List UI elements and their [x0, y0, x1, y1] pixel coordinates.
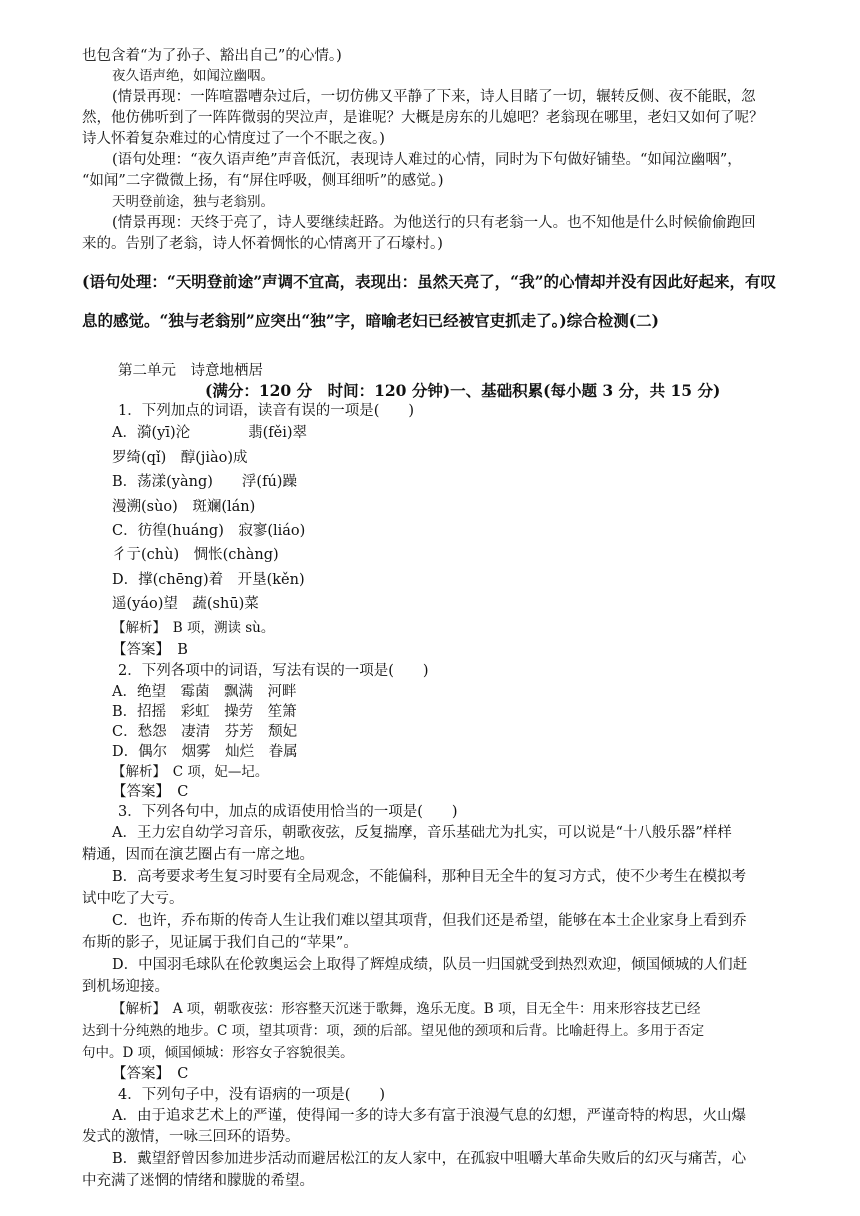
text-line: 4．下列句子中，没有语病的一项是( ) [118, 1087, 386, 1103]
text-line: B．招摇 彩虹 操劳 笙箫 [112, 704, 297, 720]
text-line: 达到十分纯熟的地步。C 项，望其项背：项，颈的后部。望见他的颈项和后背。比喻赶得上。多用于否定 [82, 1023, 705, 1039]
text-line: D．中国羽毛球队在伦敦奥运会上取得了辉煌成绩，队员一归国就受到热烈欢迎，倾国倾城的人们赶 [112, 957, 748, 973]
text-line: (情景再现：一阵喧嚣嘈杂过后，一切仿佛又平静了下来，诗人目睹了一切，辗转反侧、夜不能眠，忽 [112, 89, 756, 105]
text-line: D．偶尔 烟雾 灿烂 眷属 [112, 744, 298, 760]
text-line: 诗人怀着复杂难过的心情度过了一个不眠之夜。) [82, 131, 385, 147]
text-line: (语句处理：“夜久语声绝”声音低沉，表现诗人难过的心情，同时为下句做好铺垫。“如闻泣幽咽”， [112, 152, 742, 168]
text-line: A．王力宏自幼学习音乐，朝歌夜弦，反复揣摩，音乐基础尤为扎实，可以说是“十八般乐器”样样 [112, 825, 732, 841]
text-line: 【答案】 C [112, 1066, 189, 1082]
text-line: C．彷徨(huáng) 寂寥(liáo) [112, 523, 306, 539]
text-line: 试中吃了大亏。 [82, 891, 184, 907]
text-line: 1．下列加点的词语，读音有误的一项是( ) [118, 403, 415, 419]
text-line: 天明登前途，独与老翁别。 [112, 194, 274, 210]
text-line: 布斯的影子，见证属于我们自己的“苹果”。 [82, 935, 358, 951]
text-line: (语句处理：“天明登前途”声调不宜高，表现出：虽然天亮了，“我”的心情却并没有因此好起来，有叹 [82, 272, 776, 291]
text-line: 然，他仿佛听到了一阵阵微弱的哭泣声，是谁呢？大概是房东的儿媳吧？老翁现在哪里，老妇又如何了呢？ [82, 110, 764, 126]
text-line: 【解析】 A 项，朝歌夜弦：形容整天沉迷于歌舞，逸乐无度。B 项，目无全牛：用来形容技艺已经 [112, 1001, 701, 1017]
text-line: “如闻”二字微微上扬，有“屏住呼吸，侧耳细听”的感觉。) [82, 173, 444, 189]
text-line: A．绝望 霉菌 飘满 河畔 [112, 684, 297, 700]
text-line: A．由于追求艺术上的严谨，使得闻一多的诗大多有富于浪漫气息的幻想，严谨奇特的构思，火山爆 [112, 1108, 746, 1124]
text-line: 彳亍(chù) 惆怅(chàng) [112, 547, 279, 563]
text-line: 漫溯(sùo) 斑斓(lán) [112, 499, 256, 515]
text-line: 第二单元 诗意地栖居 [118, 363, 263, 379]
text-line: 来的。告别了老翁，诗人怀着惆怅的心情离开了石壕村。) [82, 236, 443, 252]
text-line: 【解析】 C 项，妃—圮。 [112, 764, 269, 780]
text-line: 也包含着“为了孙子、豁出自己”的心情。) [82, 48, 342, 64]
text-line: 发式的激情，一咏三回环的语势。 [82, 1129, 300, 1145]
text-line: 到机场迎接。 [82, 979, 169, 995]
text-line: C．愁怨 凄清 芬芳 颓妃 [112, 724, 298, 740]
text-line: (情景再现：天终于亮了，诗人要继续赶路。为他送行的只有老翁一人。也不知他是什么时候偷偷跑回 [112, 215, 756, 231]
text-line: 精通，因而在演艺圈占有一席之地。 [82, 847, 314, 863]
text-line: 罗绮(qǐ) 醇(jiào)成 [112, 450, 248, 466]
text-line: 夜久语声绝，如闻泣幽咽。 [112, 68, 274, 84]
text-line: 3．下列各句中，加点的成语使用恰当的一项是( ) [118, 804, 458, 820]
text-line: B．戴望舒曾因参加进步活动而避居松江的友人家中，在孤寂中咀嚼大革命失败后的幻灭与痛苦，心 [112, 1151, 747, 1167]
text-line: D．撑(chēng)着 开垦(kěn) [112, 572, 305, 588]
text-line: 遥(yáo)望 蔬(shū)菜 [112, 596, 259, 612]
text-line: 息的感觉。“独与老翁别”应突出“独”字，暗喻老妇已经被官吏抓走了。)综合检测(二) [82, 311, 659, 330]
text-line: 2．下列各项中的词语，写法有误的一项是( ) [118, 663, 429, 679]
text-line: 【解析】 B 项，溯读 sù。 [112, 620, 275, 636]
text-line: B．荡漾(yàng) 浮(fú)躁 [112, 474, 297, 490]
text-line: 中充满了迷惘的情绪和朦胧的希望。 [82, 1173, 314, 1189]
text-line: C．也许，乔布斯的传奇人生让我们难以望其项背，但我们还是希望，能够在本土企业家身上看到乔 [112, 913, 747, 929]
text-line: B．高考要求考生复习时要有全局观念，不能偏科，那种目无全牛的复习方式，使不少考生在模拟考 [112, 869, 747, 885]
text-line: 句中。D 项，倾国倾城：形容女子容貌很美。 [82, 1045, 354, 1061]
text-line: 【答案】 C [112, 784, 189, 800]
text-line: 【答案】 B [112, 642, 188, 658]
text-line: A．漪(yī)沦 翡(fěi)翠 [112, 425, 308, 441]
text-line: (满分：120 分 时间：120 分钟)一、基础积累(每小题 3 分，共 15 分) [205, 381, 721, 400]
